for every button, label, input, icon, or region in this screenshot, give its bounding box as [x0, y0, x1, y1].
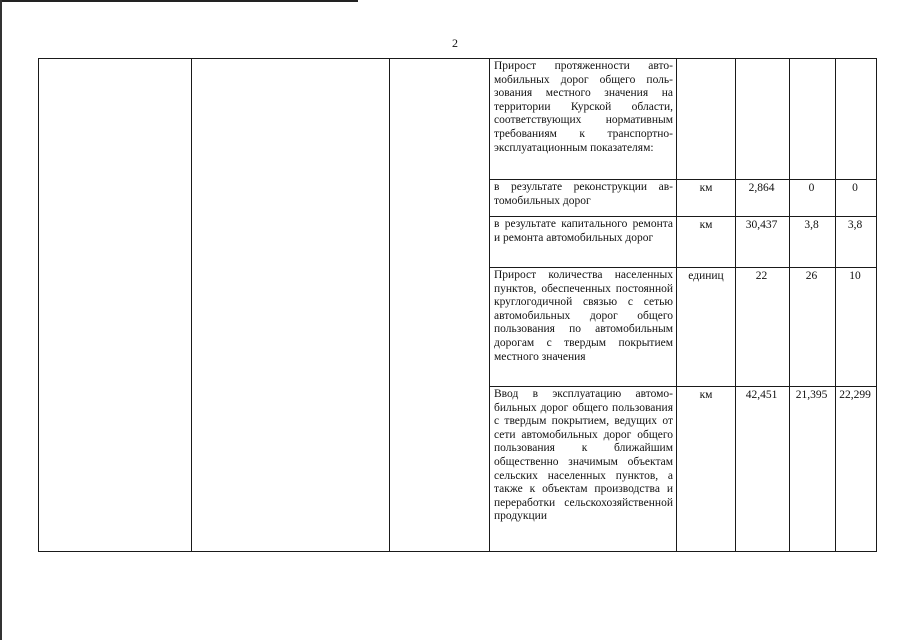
empty-cell-col2	[192, 59, 390, 552]
value-cell-2	[790, 59, 836, 180]
value-cell-2: 0	[790, 180, 836, 217]
value-cell-1	[736, 59, 790, 180]
value-cell-2: 21,395	[790, 387, 836, 552]
unit-cell: км	[677, 387, 736, 552]
empty-cell-col1	[39, 59, 192, 552]
value-cell-2: 26	[790, 268, 836, 387]
left-rule	[0, 0, 2, 640]
value-cell-3: 3,8	[836, 217, 877, 268]
indicator-cell: в результате капитального ремонта и ремонта автомобильных дорог	[490, 217, 677, 268]
value-cell-3: 10	[836, 268, 877, 387]
indicators-table	[38, 58, 877, 552]
value-cell-2: 3,8	[790, 217, 836, 268]
value-cell-1: 42,451	[736, 387, 790, 552]
value-cell-1: 2,864	[736, 180, 790, 217]
value-cell-1: 30,437	[736, 217, 790, 268]
top-rule	[0, 0, 358, 2]
value-cell-3: 0	[836, 180, 877, 217]
table-row	[39, 59, 877, 180]
indicator-cell: в результате реконструкции автомобильных дорог	[490, 180, 677, 217]
value-cell-3	[836, 59, 877, 180]
unit-cell: км	[677, 217, 736, 268]
indicator-cell: Прирост количества населенных пунктов, обеспеченных постоянной круглогодичной связью с сетью автомобильных дорог общего пользования по автомобильным дорогам с твердым покрытием местного значения	[490, 268, 677, 387]
unit-cell: единиц	[677, 268, 736, 387]
unit-cell	[677, 59, 736, 180]
page-number: 2	[452, 36, 458, 50]
indicator-cell: Прирост протяженности автомобильных дорог общего пользования местного значения на территории Курской области, соответствующих нормативным требованиям к транспортно-эксплуатационным показателям:	[490, 59, 677, 180]
empty-cell-col3	[390, 59, 490, 552]
value-cell-3: 22,299	[836, 387, 877, 552]
indicator-cell: Ввод в эксплуатацию автомобильных дорог общего пользования с твердым покрытием, ведущих от сети автомобильных дорог общего пользования к ближайшим общественно значимым объектам сельских населенных пунктов, а также к объектам производства и переработки сельскохозяйственной продукции	[490, 387, 677, 552]
unit-cell: км	[677, 180, 736, 217]
value-cell-1: 22	[736, 268, 790, 387]
